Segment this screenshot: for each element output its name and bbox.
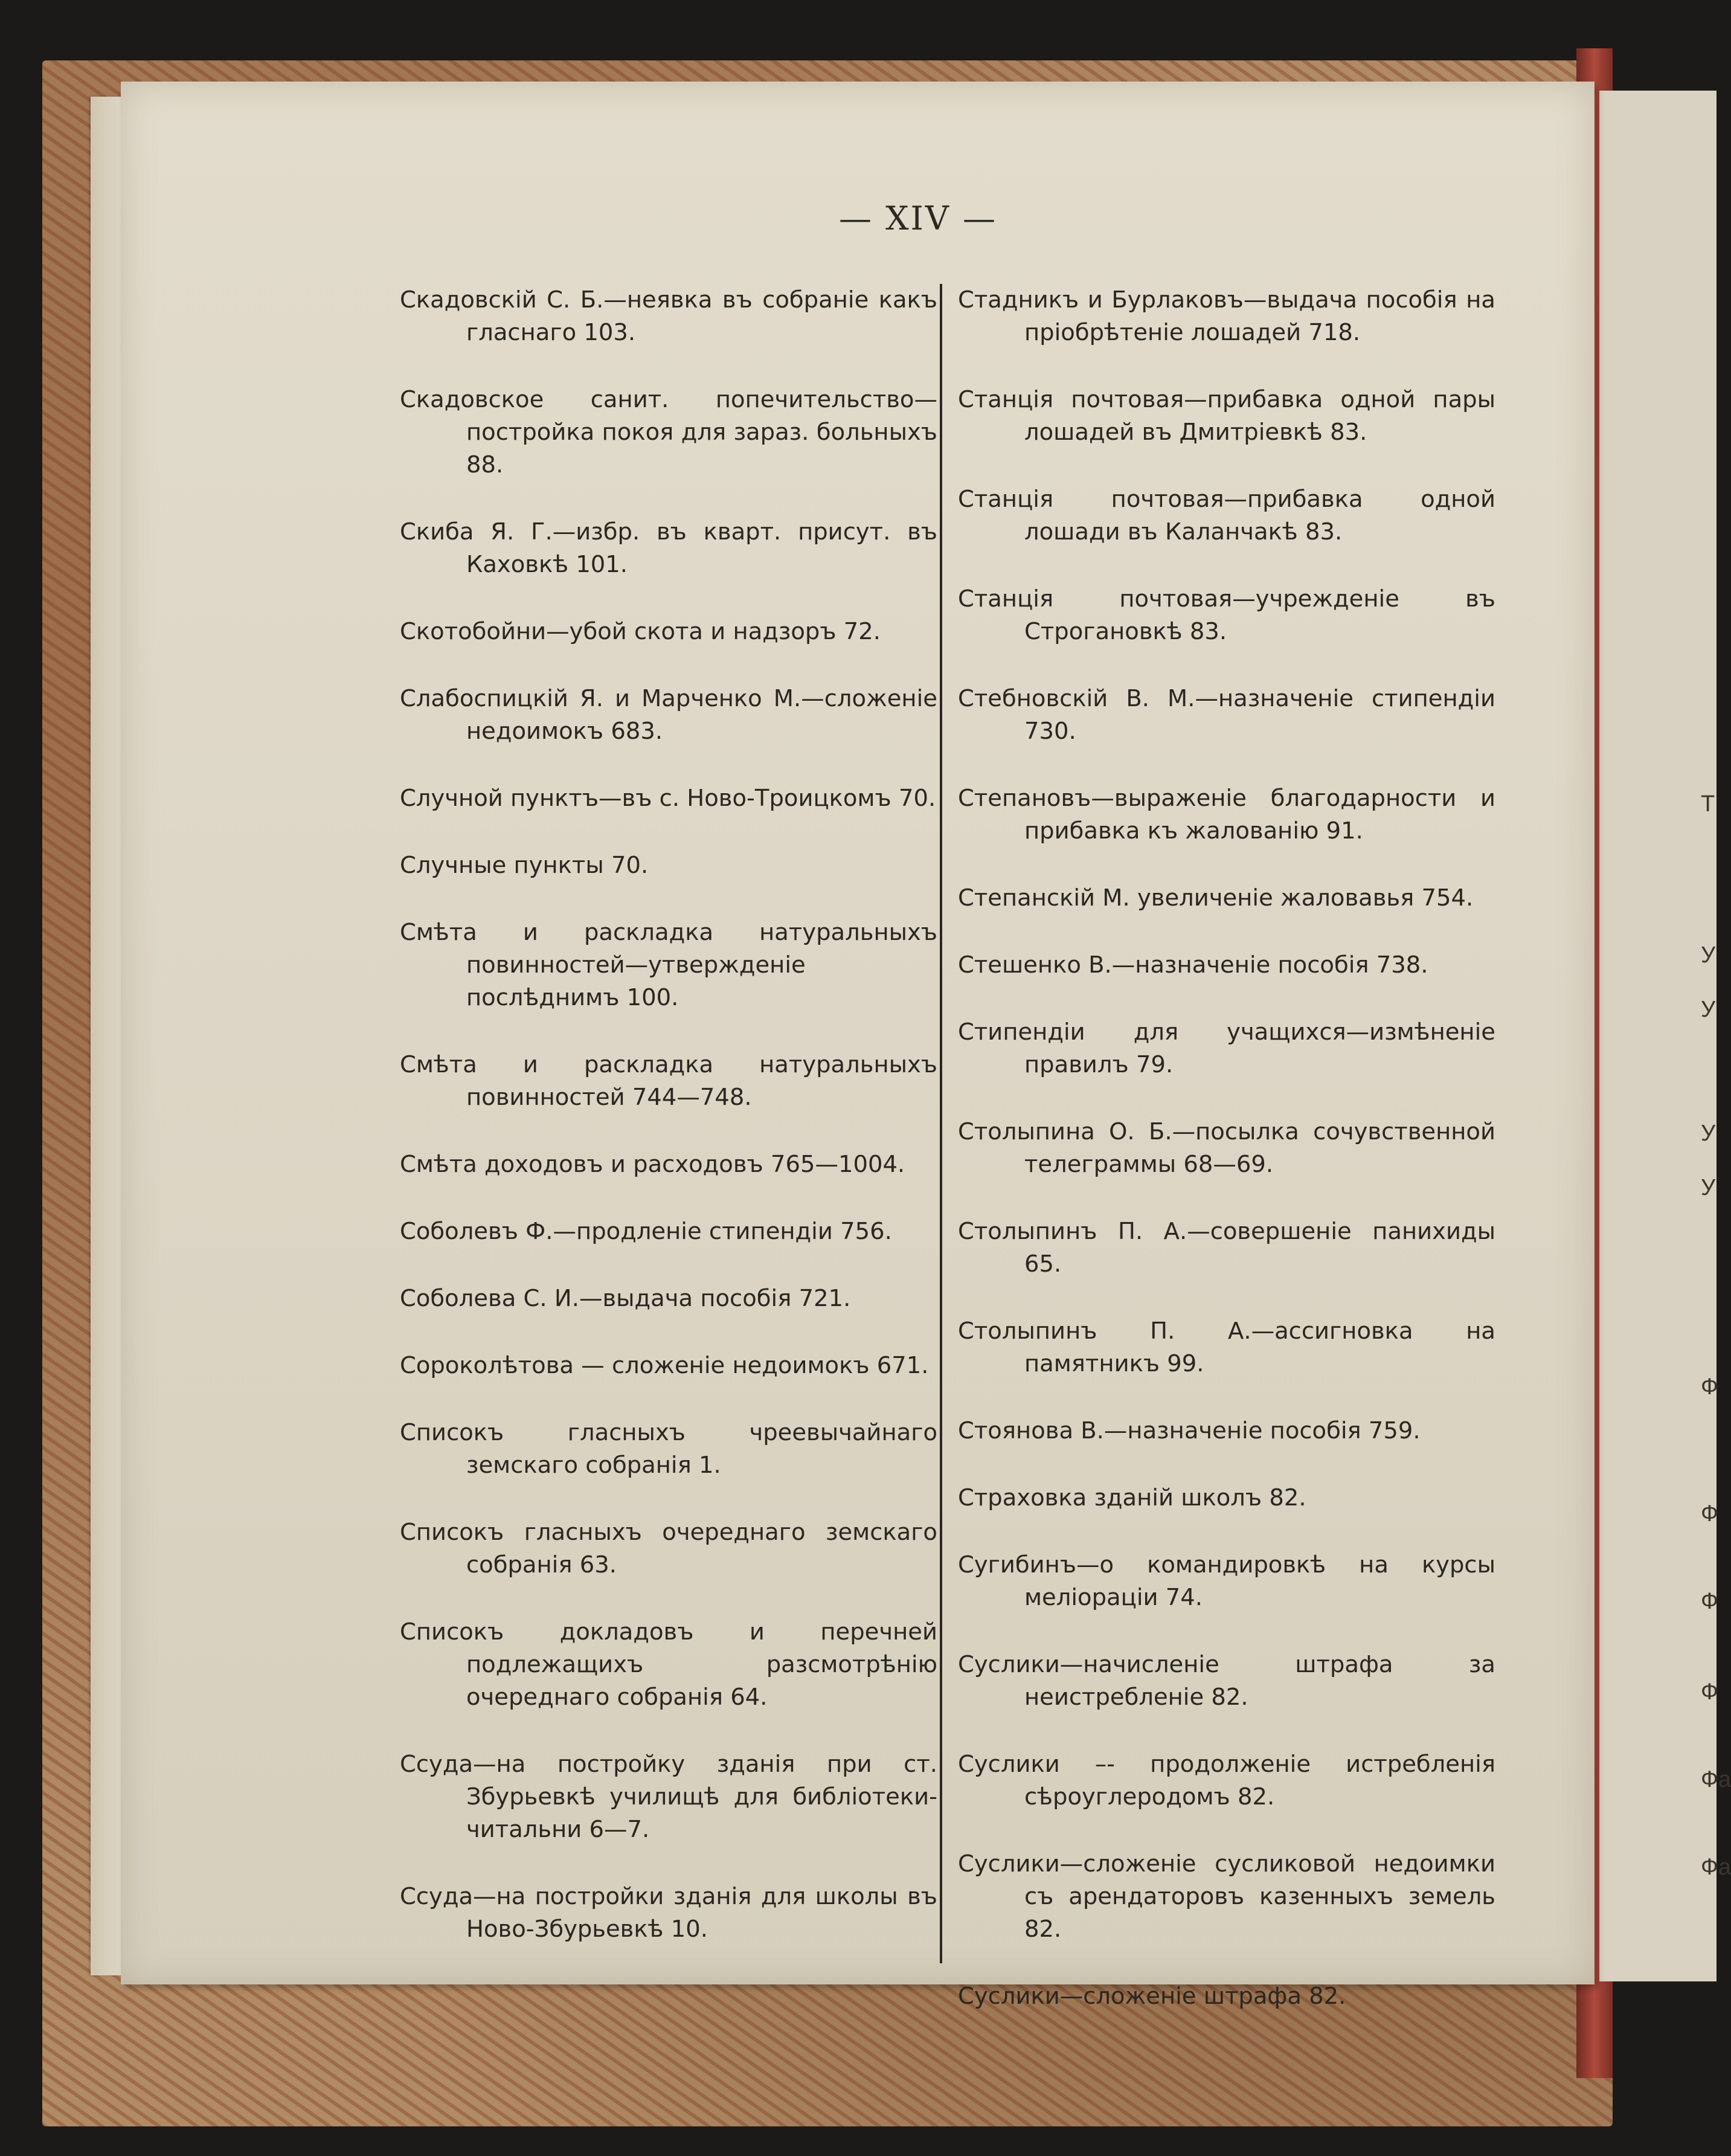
index-entry: Скиба Я. Г.—избр. въ кварт. присут. въ Каховкѣ 101. [400, 518, 937, 578]
facing-page-fragment: Фа [1701, 1767, 1731, 1792]
index-entry: Стешенко В.—назначеніе пособія 738. [958, 951, 1428, 979]
index-entry: Скадовскій С. Б.—неявка въ собраніе какъ гласнаго 103. [400, 286, 937, 346]
index-entry: Стоянова В.—назначеніе пособія 759. [958, 1417, 1421, 1444]
index-entry: Смѣта доходовъ и расходовъ 765—1004. [400, 1151, 905, 1178]
facing-page-fragment: Ф [1701, 1679, 1718, 1705]
index-entry: Соболевъ Ф.—продленіе стипендіи 756. [400, 1218, 892, 1245]
index-entry: Списокъ гласныхъ чреевычайнаго земскаго собранія 1. [400, 1419, 937, 1479]
index-entry: Степановъ—выраженіе благодарности и прибавка къ жалованію 91. [958, 785, 1495, 845]
facing-page-fragment: У [1701, 1121, 1716, 1146]
index-entry: Скадовское санит. попечительство—постройка покоя для зараз. больныхъ 88. [400, 386, 937, 478]
index-entry: Стипендіи для учащихся—измѣненіе правилъ 79. [958, 1018, 1495, 1078]
index-entry: Столыпинъ П. А.—совершеніе панихиды 65. [958, 1218, 1495, 1278]
index-entry: Соболева С. И.—выдача пособія 721. [400, 1285, 851, 1312]
index-entry: Станція почтовая—прибавка одной лошади въ Каланчакѣ 83. [958, 486, 1495, 545]
page-number: — XIV — [838, 199, 998, 237]
index-entry: Смѣта и раскладка натуральныхъ повинностей—утвержденіе послѣднимъ 100. [400, 919, 937, 1011]
facing-page-fragment: Ф [1701, 1374, 1718, 1400]
index-entry: Смѣта и раскладка натуральныхъ повинностей 744—748. [400, 1051, 937, 1111]
facing-page-fragment: Т [1701, 791, 1715, 817]
index-entry: Стебновскій В. М.—назначеніе стипендіи 730. [958, 685, 1495, 745]
index-entry: Столыпинъ П. А.—ассигновка на памятникъ 99. [958, 1318, 1495, 1377]
index-entry: Стадникъ и Бурлаковъ—выдача пособія на пріобрѣтеніе лошадей 718. [958, 286, 1495, 346]
index-entry: Суслики –- продолженіе истребленія сѣроуглеродомъ 82. [958, 1751, 1495, 1810]
index-entry: Ссуда—на постройку зданія при ст. Збурьевкѣ училищѣ для библіотеки-читальни 6—7. [400, 1751, 937, 1843]
index-entry: Станція почтовая—учрежденіе въ Строгановкѣ 83. [958, 585, 1495, 645]
index-entry: Станція почтовая—прибавка одной пары лошадей въ Дмитріевкѣ 83. [958, 386, 1495, 446]
index-column-left [400, 284, 937, 1980]
column-divider [940, 284, 942, 1963]
facing-page [1599, 91, 1731, 1981]
index-entry: Списокъ гласныхъ очереднаго земскаго собранія 63. [400, 1519, 937, 1578]
facing-page-fragment: У [1701, 1175, 1716, 1200]
index-entry: Суслики—сложеніе штрафа 82. [958, 1983, 1346, 2010]
index-entry: Списокъ докладовъ и перечней подлежащихъ разсмотрѣнію очереднаго собранія 64. [400, 1618, 937, 1711]
index-entry: Сугибинъ—о командировкѣ на курсы меліораціи 74. [958, 1551, 1495, 1611]
index-entry: Страховка зданій школъ 82. [958, 1484, 1306, 1511]
index-entry: Случной пунктъ—въ с. Ново-Троицкомъ 70. [400, 785, 936, 812]
facing-page-fragment: Ф [1701, 1501, 1718, 1527]
index-entry: Случные пункты 70. [400, 852, 649, 879]
index-entry: Слабоспицкій Я. и Марченко М.—сложеніе недоимокъ 683. [400, 685, 937, 745]
index-column-right [958, 284, 1495, 2047]
facing-page-fragment: У [1701, 942, 1716, 968]
index-entry: Суслики—начисленіе штрафа за неистребленіе 82. [958, 1651, 1495, 1711]
index-entry: Ссуда—на постройки зданія для школы въ Ново-Збурьевкѣ 10. [400, 1883, 937, 1943]
index-entry: Скотобойни—убой скота и надзоръ 72. [400, 618, 881, 645]
index-entry: Суслики—сложеніе сусликовой недоимки съ арендаторовъ казенныхъ земель 82. [958, 1850, 1495, 1943]
facing-page-fragment: У [1701, 997, 1716, 1022]
facing-page-fragment: Фа [1701, 1855, 1731, 1880]
index-entry: Сороколѣтова — сложеніе недоимокъ 671. [400, 1352, 929, 1379]
facing-page-fragment: Ф [1701, 1589, 1718, 1614]
index-entry: Степанскій М. увеличеніе жаловавья 754. [958, 884, 1474, 912]
index-entry: Столыпина О. Б.—посылка сочувственной телеграммы 68—69. [958, 1118, 1495, 1178]
